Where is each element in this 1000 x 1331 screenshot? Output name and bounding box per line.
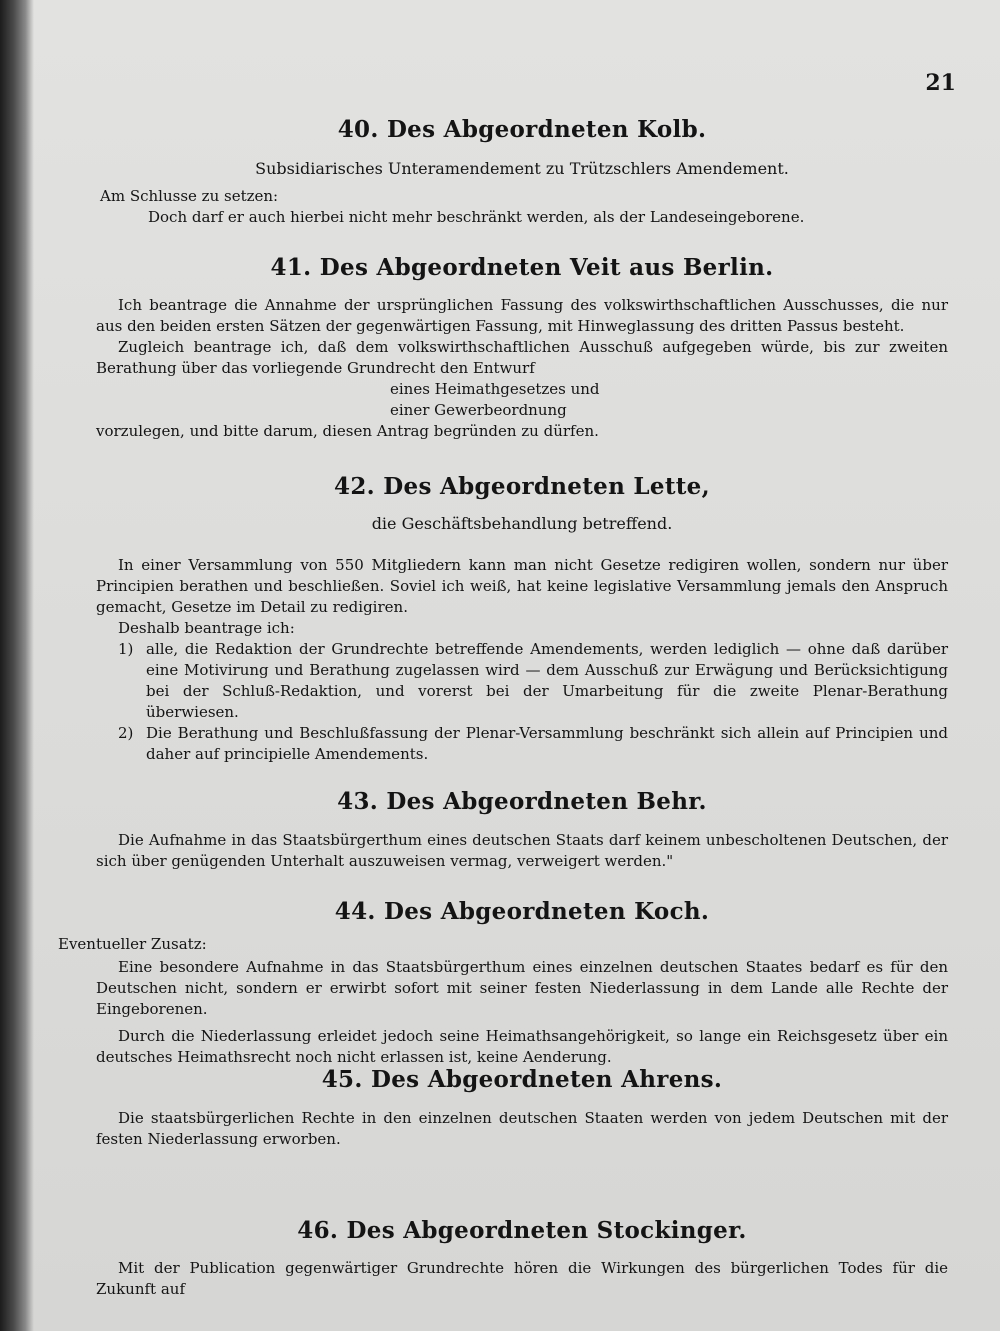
list-item: einer Gewerbeordnung [390,401,567,419]
heading-42: 42. Des Abgeordneten Lette, [334,473,710,500]
list-item: eines Heimathgesetzes und [390,380,600,398]
binding-shadow [0,0,34,1331]
entry-40-body [96,186,948,228]
paragraph: Durch die Niederlassung erleidet jedoch seine Heimathsangehörigkeit, so lange ein Reichsgesetz über ein deutsches Heimathsrecht noch nicht erlassen ist, keine Aenderung. [96,1027,948,1066]
subheading-42: die Geschäftsbehandlung betreffend. [371,514,673,533]
entry-42-body [96,555,948,765]
entry-41-body [96,295,948,442]
heading-44: 44. Des Abgeordneten Koch. [334,898,710,925]
paragraph: Die staatsbürgerlichen Rechte in den einzelnen deutschen Staaten werden von jedem Deutschen mit der festen Niederlassung erworben. [96,1109,948,1148]
entry-45-body [96,1108,948,1150]
line: Doch darf er auch hierbei nicht mehr beschränkt werden, als der Landeseingeborene. [148,208,805,226]
paragraph: Die Aufnahme in das Staatsbürgerthum eines deutschen Staats darf keinem unbescholtenen Deutschen, der sich über genügenden Unterhalt auszuweisen vermag, verweigert werden." [96,831,948,870]
heading-43: 43. Des Abgeordneten Behr. [337,788,707,815]
draft-list [96,379,948,421]
paragraph: In einer Versammlung von 550 Mitgliedern kann man nicht Gesetze redigiren wollen, sondern nur über Principien berathen und beschließen. Soviel ich weiß, hat keine legislative Versammlung jemals den Anspruch gemacht, Gesetze im Detail zu redigiren. [96,556,948,616]
list-item [96,639,948,723]
paragraph: Mit der Publication gegenwärtiger Grundrechte hören die Wirkungen des bürgerlichen Todes für die Zukunft auf [96,1259,948,1298]
entry-43-body [96,830,948,872]
heading-40: 40. Des Abgeordneten Kolb. [337,116,707,143]
entry-44-body [96,957,948,1068]
heading-45: 45. Des Abgeordneten Ahrens. [321,1066,723,1093]
paragraph: Ich beantrage die Annahme der ursprünglichen Fassung des volkswirthschaftlichen Ausschusses, die nur aus den beiden ersten Sätzen der gegenwärtigen Fassung, mit Hinweglassung des dritten Passus besteht. [96,296,948,335]
line: Am Schlusse zu setzen: [100,187,279,205]
item-text: alle, die Redaktion der Grundrechte betreffende Amendements, werden lediglich — ohne daß darüber eine Motivirung und Berathung zugelassen wird — dem Ausschuß zur Erwägung und Berücksichtigung bei der Schluß-Redaktion, und vorerst bei der Umarbeitung für die zweite Plenar-Berathung überwiesen. [146,640,948,721]
subheading-40: Subsidiarisches Unteramendement zu Trützschlers Amendement. [255,159,789,178]
paragraph: vorzulegen, und bitte darum, diesen Antrag begründen zu dürfen. [96,422,599,440]
page-number: 21 [925,70,956,96]
item-text: Die Berathung und Beschlußfassung der Plenar-Versammlung beschränkt sich allein auf Principien und daher auf principielle Amendements. [146,724,948,763]
entry-46-body [96,1258,948,1300]
item-number: 2) [118,724,134,742]
paragraph: Deshalb beantrage ich: [118,619,295,637]
heading-41: 41. Des Abgeordneten Veit aus Berlin. [270,254,774,281]
entry-44-label-block [58,934,948,955]
list-item [96,723,948,765]
paragraph: Zugleich beantrage ich, daß dem volkswirthschaftlichen Ausschuß aufgegeben würde, bis zur zweiten Berathung über das vorliegende Grundrecht den Entwurf [96,338,948,377]
heading-46: 46. Des Abgeordneten Stockinger. [297,1217,747,1244]
paragraph: Eine besondere Aufnahme in das Staatsbürgerthum eines einzelnen deutschen Staates bedarf es für den Deutschen nicht, sondern er erwirbt sofort mit seiner festen Niederlassung in dem Lande alle Rechte der Eingeborenen. [96,958,948,1018]
label: Eventueller Zusatz: [58,935,207,953]
item-number: 1) [118,640,134,658]
motion-list [96,639,948,765]
